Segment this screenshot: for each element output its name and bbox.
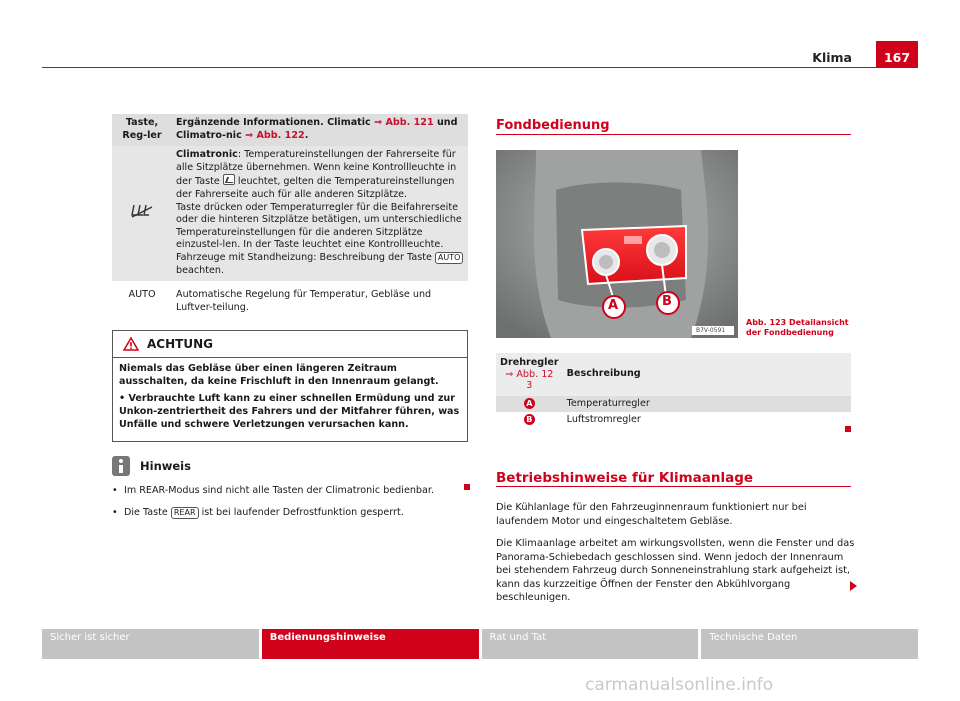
note-header [112,456,468,476]
description-header-cell: Beschreibung [563,353,851,396]
paragraph-2: Die Klimaanlage arbeitet am wirkungsvollsten, wenn die Fenster und das Panorama-Schiebedach geschlossen sind. Wenn jedoch der Innenraum bei stehendem Fahrzeug durch Sonneneinstrahlung stark aufgeheizt ist, kann das kurzzeitige Öffnen der Fenster den Abkühlvorgang beschleunigen. [496,538,855,603]
paragraph-1: Die Kühlanlage für den Fahrzeuginnenraum funktioniert nur bei laufendem Motor und eingeschaltetem Gebläse. [496,502,807,527]
list-item: • Im REAR-Modus sind nicht alle Tasten der Climatronic bedienbar. [112,484,468,497]
letter-badge-a: A [524,398,535,409]
row1-text-b: leuchtet, gelten die Temperatureinstellungen der Fahrerseite auch für alle anderen Sitzplätze. [176,176,455,200]
ref-link-abb-121[interactable]: ⇒ Abb. 121 [374,117,434,128]
climatronic-term: Climatronic [176,149,238,161]
rear-key-badge: REAR [171,507,199,519]
header-rule [42,67,918,68]
header-text-suffix: . [304,129,309,141]
left-column [112,114,468,528]
note-item2-a: Die Taste [124,507,171,519]
callout-label-a: A [608,298,619,313]
table-row [112,146,468,281]
warning-title: ACHTUNG [147,337,213,352]
footer-tab-technische-daten[interactable]: Technische Daten [701,629,918,659]
header-info-cell [172,114,468,146]
letter-cell [496,396,563,412]
table-row [496,396,851,412]
page-number-badge: 167 [876,41,918,68]
section-end-marker [464,484,470,490]
caption-line-1: Abb. 123 Detailansicht [746,318,849,327]
note-list [112,484,468,519]
continue-arrow-icon [850,581,857,591]
sync-description-cell [172,146,468,281]
ref-link-abb-122[interactable]: ⇒ Abb. 122 [245,129,305,141]
letter-badge-b: B [524,414,535,425]
rear-controls-table [496,353,851,428]
warning-paragraph-2: • Verbrauchte Luft kann zu einer schnellen Ermüdung und zur Unkon-zentriertheit des Fahrers und der Mitfahrer führen, was Unfälle und schwere Verletzungen verursachen kann. [119,393,460,431]
seat-sync-icon [131,203,153,219]
row1-text-e: beachten. [176,264,225,276]
table-row [496,412,851,428]
figure-caption [746,318,849,338]
knob-header-line-1: Drehregler [500,357,559,368]
callout-label-b: B [662,294,672,309]
description-cell: Temperaturregler [563,396,851,412]
table-row [112,281,468,318]
note-item2-b: ist bei laufender Defrostfunktion gesperrt. [198,507,404,519]
warning-body [113,358,467,441]
note-section [112,456,468,519]
section-title-betriebshinweise: Betriebshinweise für Klimaanlage [496,470,754,486]
section-title-fondbedienung: Fondbedienung [496,118,610,133]
description-cell: Luftstromregler [566,413,641,425]
section-end-marker [845,426,851,432]
note-title: Hinweis [140,459,191,474]
sync-key-icon [223,174,235,185]
ref-link-abb-123[interactable]: ⇒ Abb. 12 [505,368,554,380]
warning-header [113,331,467,358]
knob-header-cell [496,353,563,396]
ref-link-abb-123-cont[interactable]: 3 [526,380,533,391]
figure-code: B7V-0591 [696,327,726,334]
row1-text-a: : Temperatureinstellungen der Fahrerseite für alle Sitzplätze übernehmen. Wenn keine Kontrollleuchte in der Taste [176,149,457,188]
auto-key-badge: AUTO [435,252,464,264]
auto-key-cell: AUTO [128,289,156,301]
page-header-title: Klima [812,50,852,65]
auto-description-cell: Automatische Regelung für Temperatur, Gebläse und Luftver-teilung. [176,289,432,313]
rear-control-photo [496,150,738,338]
table-header-row [496,353,851,396]
warning-paragraph-1: Niemals das Gebläse über einen längeren Zeitraum ausschalten, da keine Frischluft in den Innenraum gelangt. [119,363,439,388]
list-item [112,506,468,519]
footer-tab-bar [42,629,918,659]
footer-tab-rat-und-tat[interactable]: Rat und Tat [482,629,699,659]
info-icon [112,456,130,476]
section-rule [496,486,851,487]
table-header-row [112,114,468,146]
row1-text-d: Fahrzeuge mit Standheizung: Beschreibung der Taste [176,251,435,263]
warning-triangle-icon [123,337,139,351]
sync-key-cell [112,146,172,281]
footer-tab-sicher[interactable]: Sicher ist sicher [42,629,259,659]
header-text-mid: und Climatro-nic [176,117,458,141]
header-text-prefix: Ergänzende Informationen. Climatic [176,117,375,128]
controls-info-table [112,114,468,318]
caption-line-2: der Fondbedienung [746,328,834,337]
warning-box [112,330,468,442]
section-rule [496,134,851,135]
footer-tab-bedienungshinweise[interactable]: Bedienungshinweise [262,629,479,659]
header-key-cell: Taste, Reg-ler [112,114,172,146]
row1-text-c: Taste drücken oder Temperaturregler für die Beifahrerseite oder die hinteren Sitzplätze betätigen, um unterschiedliche Temperatureinstellungen für die anderen Sitzplätze einzustel-len. In der Taste leuchtet eine Kontrollleuchte. [176,201,462,251]
letter-cell [496,412,563,428]
watermark: carmanualsonline.info [585,675,774,695]
